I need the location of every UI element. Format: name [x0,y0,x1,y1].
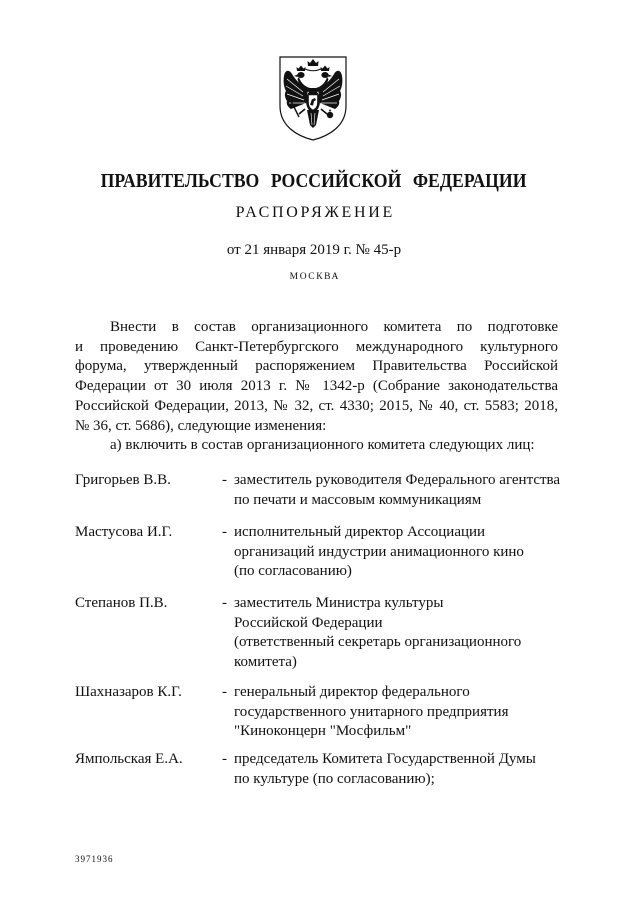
preamble-line: № 36, ст. 5686), следующие изменения: [75,417,327,434]
member-position-line: государственного унитарного предприятия [234,703,509,720]
document-date-number: от 21 января 2019 г. № 45-р [226,242,402,258]
member-position [234,523,564,582]
document-type-row [0,203,628,223]
member-position-line: председатель Комитета Государственной Думы [234,751,536,767]
document-code: 3971936 [75,854,114,864]
member-name: Степанов П.В. [75,595,168,611]
russian-coat-of-arms-icon [277,54,349,142]
member-position-line: генеральный директор федерального [234,684,470,700]
member-position-line: по культуре (по согласованию); [234,770,435,787]
government-title-row [0,169,628,193]
member-position [234,594,564,673]
member-position-line: "Киноконцерн "Мосфильм" [234,723,412,740]
preamble-line: Федерации от 30 июля 2013 г. № 1342-р (Собрание законодательства [75,378,558,395]
member-name: Григорьев В.В. [75,472,171,488]
member-name: Мастусова И.Г. [75,524,173,540]
preamble-paragraph [75,318,558,456]
member-position-line: (ответственный секретарь организационного [234,634,522,651]
preamble-line: Внести в состав организационного комитета по подготовке [110,319,558,335]
list-dash: - [222,684,227,700]
document-city-row [0,269,628,281]
preamble-line: форума, утвержденный распоряжением Правительства Российской [75,358,558,375]
member-position-line: комитета) [234,654,297,671]
member-position-line: заместитель Министра культуры [234,595,444,611]
member-position-line: исполнительный директор Ассоциации [234,524,486,540]
member-position [234,683,564,742]
member-position-line: организаций индустрии анимационного кино [234,543,524,560]
preamble-line: Российской Федерации, 2013, № 32, ст. 4330; 2015, № 40, ст. 5583; 2018, [75,397,558,414]
preamble-line: и проведению Санкт-Петербургского международного культурного [75,338,558,355]
member-position-line: Российской Федерации [234,614,383,631]
list-dash: - [222,595,227,611]
list-dash: - [222,751,227,767]
document-type: РАСПОРЯЖЕНИЕ [235,204,396,221]
government-title: ПРАВИТЕЛЬСТВО РОССИЙСКОЙ ФЕДЕРАЦИИ [101,170,527,192]
member-position [234,471,564,510]
list-dash: - [222,472,227,488]
member-name: Шахназаров К.Г. [75,684,182,700]
member-position-line: заместитель руководителя Федерального агентства [234,472,561,488]
member-position-line: (по согласованию) [234,563,352,580]
list-dash: - [222,524,227,540]
document-date-row [0,240,628,260]
item-a-text: а) включить в состав организационного комитета следующих лиц: [110,437,535,454]
member-name: Ямпольская Е.А. [75,751,183,767]
member-position [234,750,564,789]
member-position-line: по печати и массовым коммуникациям [234,491,482,508]
document-city: МОСКВА [289,272,340,282]
